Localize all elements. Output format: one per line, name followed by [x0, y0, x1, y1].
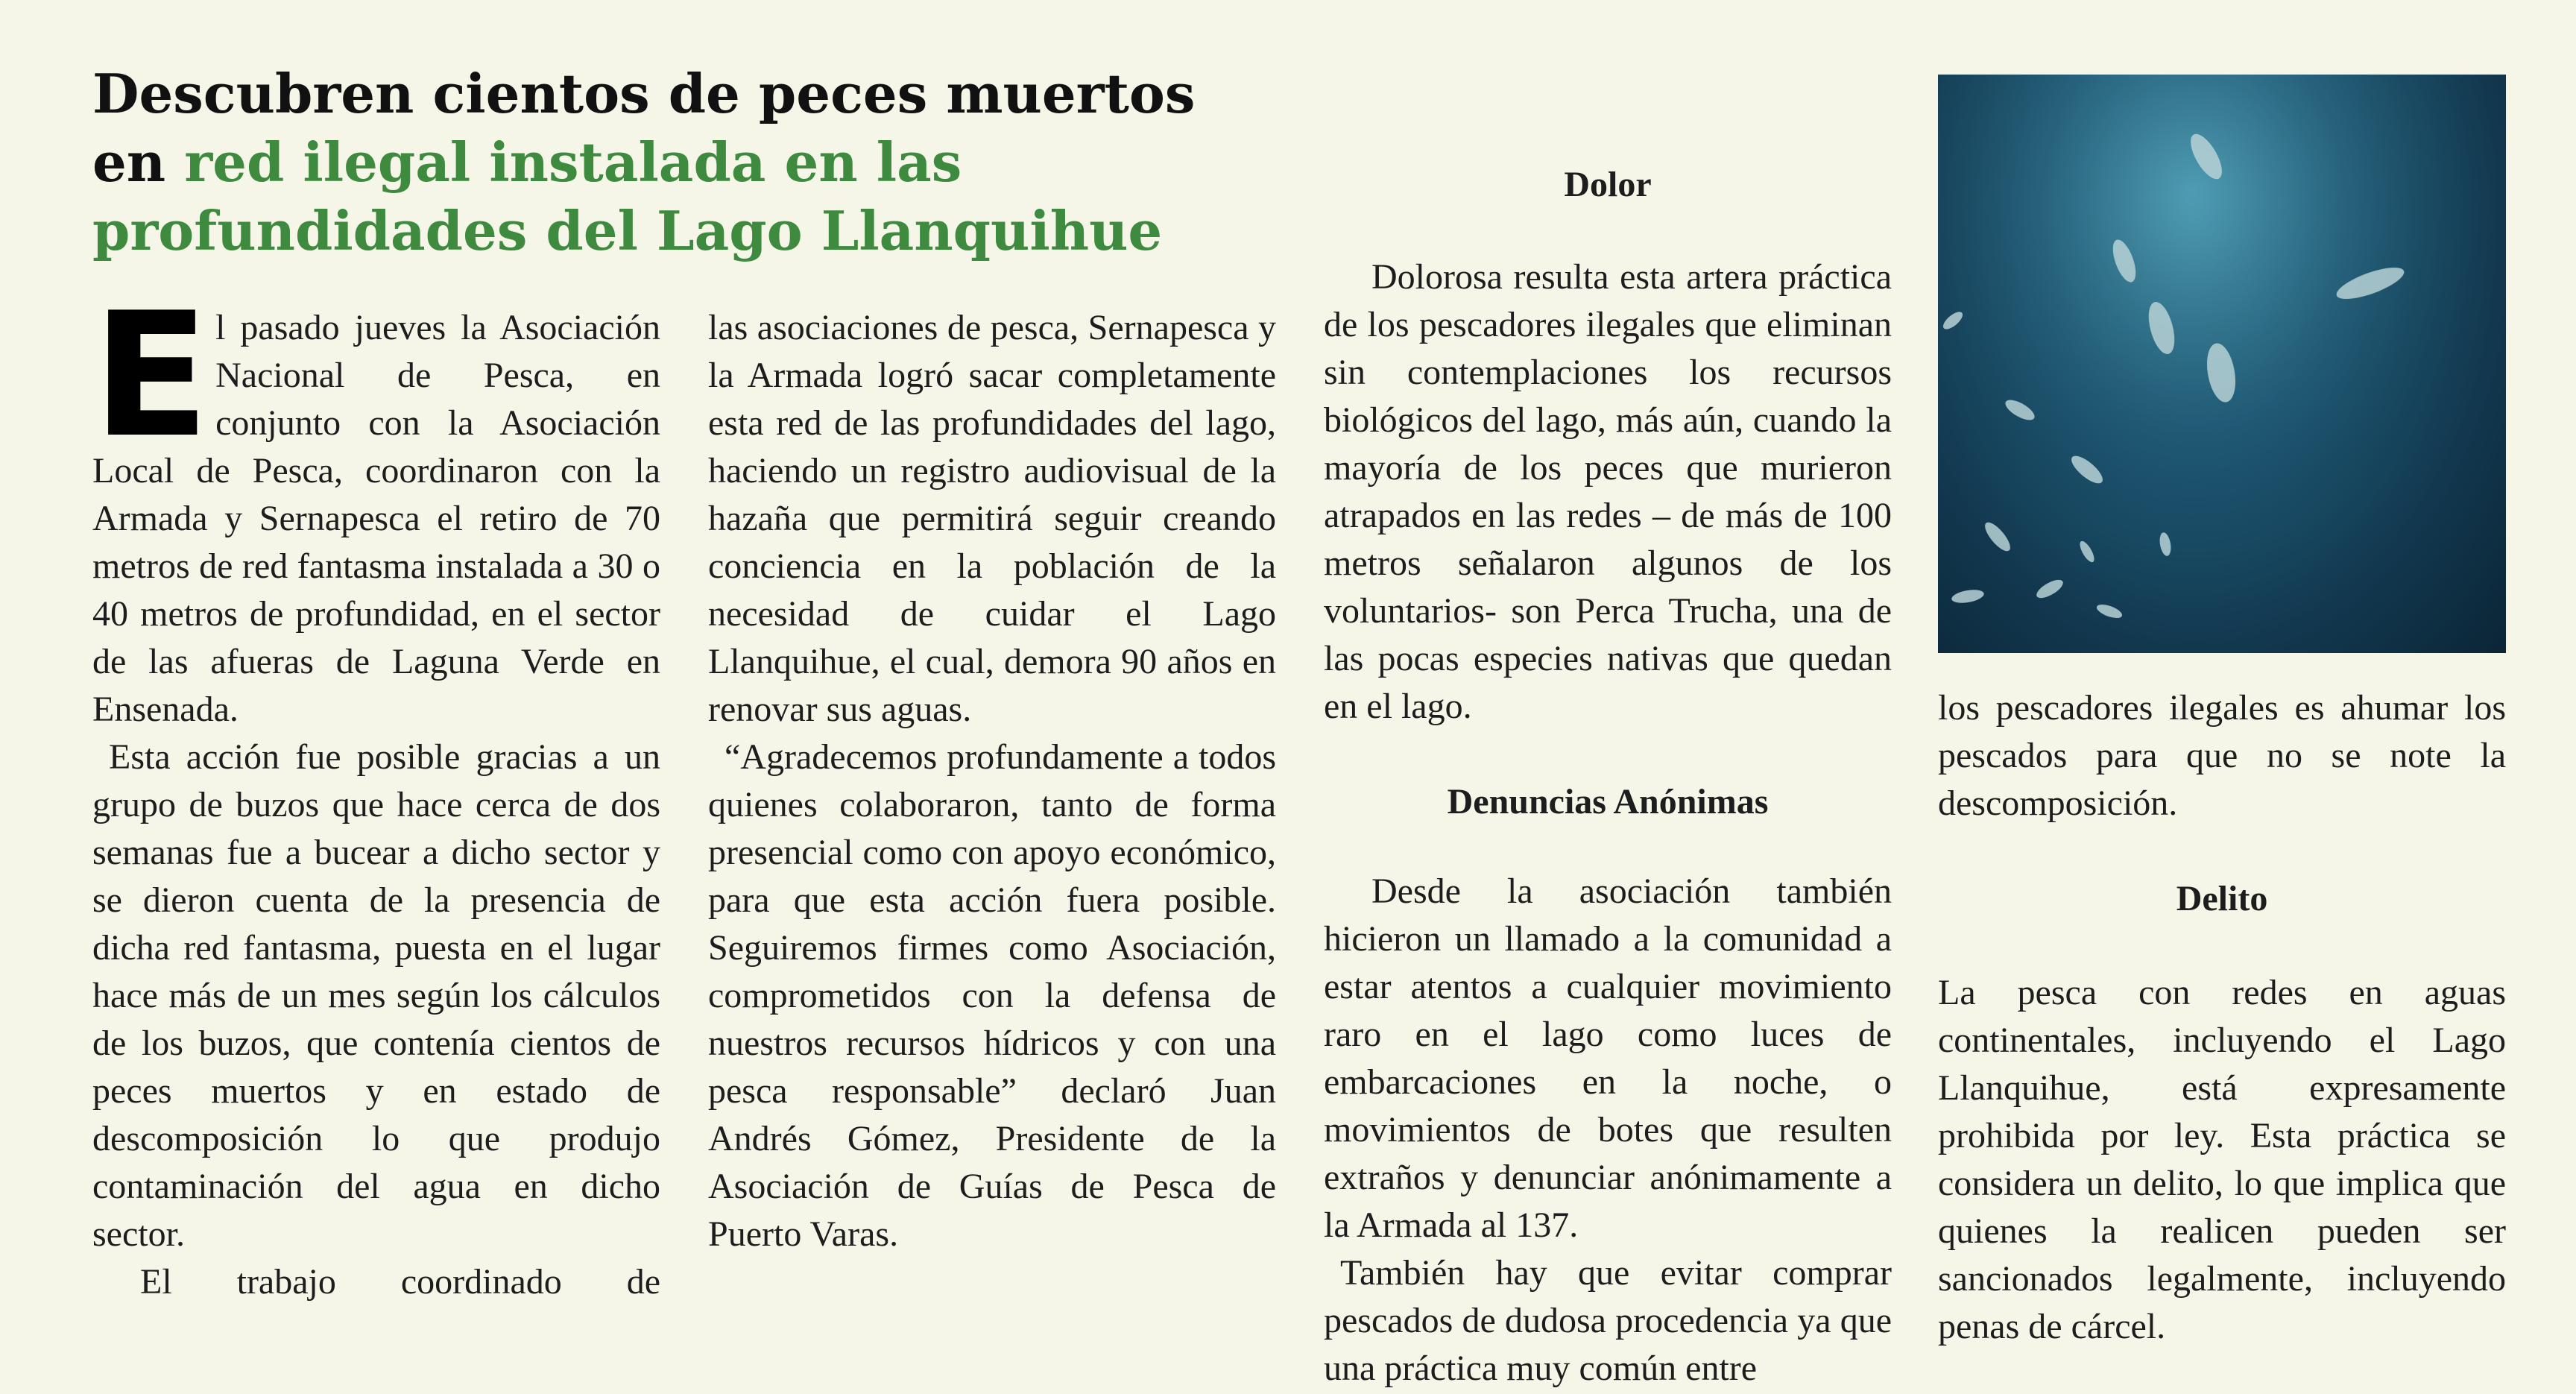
paragraph: las asociaciones de pesca, Sernapesca y la Armada logró sacar completamente esta red de las profundidades del lago, haciendo un registro audiovisual de la hazaña que permitirá seguir creando conciencia en la población de la necesidad de cuidar el Lago Llanquihue, el cual, demora 90 años en renovar sus aguas.	[708, 308, 1276, 729]
fish-illustration	[1938, 75, 2506, 653]
underwater-fish-photo	[1938, 75, 2506, 653]
headline	[92, 60, 1285, 265]
headline-accent: red ilegal instalada en las profundidades del Lago Llanquihue	[92, 130, 1163, 262]
paragraph-intro-text: l pasado jueves la Asociación Nacional de Pesca, en conjunto con la Asociación Local de Pesca, coordinaron con la Armada y Sernapesca el retiro de 70 metros de red fantasma instalada a 30 o 40 metros de profundidad, en el sector de las afueras de Laguna Verde en Ensenada.	[92, 308, 660, 729]
subhead-dolor: Dolor	[1564, 165, 1652, 204]
paragraph: La pesca con redes en aguas continentales, incluyendo el Lago Llanquihue, está expresamente prohibida por ley. Esta práctica se considera un delito, lo que implica que quienes la realicen pueden ser sancionados legalmente, incluyendo penas de cárcel.	[1938, 973, 2506, 1346]
headline-part1: Descubren cientos de peces muertos en	[92, 62, 1196, 194]
article-column-1	[92, 277, 660, 1306]
article-column-3	[1324, 161, 1892, 1393]
drop-cap: E	[92, 277, 210, 476]
paragraph-intro	[92, 277, 660, 734]
article-column-4	[1938, 684, 2506, 1351]
paragraph: También hay que evitar comprar pescados de dudosa procedencia ya que una práctica muy común entre	[1324, 1253, 1892, 1388]
quote-paragraph: “Agradecemos profundamente a todos quienes colaboraron, tanto de forma presencial como con apoyo económico, para que esta acción fuera posible. Seguiremos firmes como Asociación, comprometidos con la defensa de nuestros recursos hídricos y con una pesca responsable” declaró Juan Andrés Gómez, Presidente de la Asociación de Guías de Pesca de Puerto Varas.	[708, 737, 1276, 1254]
subhead-denuncias: Denuncias Anónimas	[1447, 782, 1769, 821]
paragraph: los pescadores ilegales es ahumar los pescados para que no se note la descomposición.	[1938, 688, 2506, 823]
paragraph: El trabajo coordinado de	[140, 1262, 660, 1302]
paragraph: Esta acción fue posible gracias a un grupo de buzos que hace cerca de dos semanas fue a bucear a dicho sector y se dieron cuenta de la presencia de dicha red fantasma, puesta en el lugar hace más de un mes según los cálculos de los buzos, que contenía cientos de peces muertos y en estado de descomposición lo que produjo contaminación del agua en dicho sector.	[92, 737, 660, 1254]
paragraph: Dolorosa resulta esta artera práctica de los pescadores ilegales que eliminan sin contemplaciones los recursos biológicos del lago, más aún, cuando la mayoría de los peces que murieron atrapados en las redes – de más de 100 metros señalaron algunos de los voluntarios- son Perca Trucha, una de las pocas especies nativas que quedan en el lago.	[1324, 257, 1892, 726]
article-column-2	[708, 304, 1276, 1258]
paragraph: Desde la asociación también hicieron un llamado a la comunidad a estar atentos a cualquier movimiento raro en el lago como luces de embarcaciones en la noche, o movimientos de botes que resulten extraños y denunciar anónimamente a la Armada al 137.	[1324, 871, 1892, 1245]
subhead-delito: Delito	[2176, 879, 2268, 918]
